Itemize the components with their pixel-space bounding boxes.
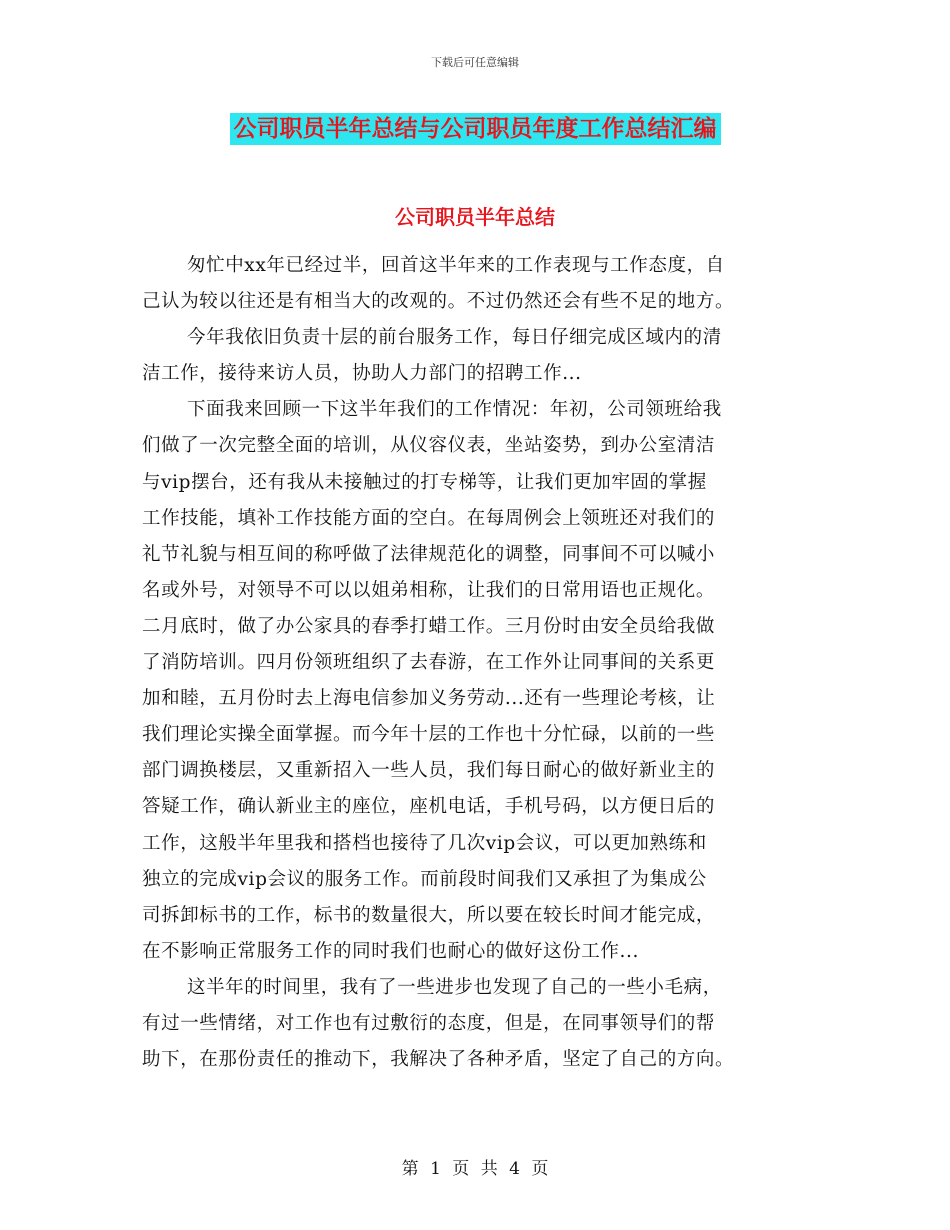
body-text — [142, 248, 810, 1078]
paragraph-3-line: 司拆卸标书的工作，标书的数量很大，所以要在较长时间才能完成， — [142, 904, 716, 926]
paragraph-2-line-2: 洁工作，接待来访人员，协助人力部门的招聘工作... — [142, 363, 582, 385]
paragraph-3-line-1: 下面我来回顾一下这半年我们的工作情况：年初，公司领班给我 — [187, 399, 722, 421]
paragraph-4-line: 有过一些情绪，对工作也有过敷衍的态度，但是，在同事领导们的帮 — [142, 1012, 716, 1034]
paragraph-3-line: 部门调换楼层，又重新招入一些人员，我们每日耐心的做好新业主的 — [142, 760, 716, 782]
paragraph-3-line: 独立的完成vip会议的服务工作。而前段时间我们又承担了为集成公 — [142, 868, 707, 890]
paragraph-3-line: 工作技能，填补工作技能方面的空白。在每周例会上领班还对我们的 — [142, 507, 716, 529]
paragraph-3-line: 我们理论实操全面掌握。而今年十层的工作也十分忙碌，以前的一些 — [142, 724, 716, 746]
paragraph-3-line: 与vip摆台，还有我从未接触过的打专梯等，让我们更加牢固的掌握 — [142, 471, 707, 493]
paragraph-3-line: 了消防培训。四月份领班组织了去春游，在工作外让同事间的关系更 — [142, 652, 716, 674]
paragraph-2-line-1: 今年我依旧负责十层的前台服务工作，每日仔细完成区域内的清 — [187, 327, 722, 349]
header-note: 下载后可任意编辑 — [431, 56, 519, 69]
paragraph-3-line: 工作，这般半年里我和搭档也接待了几次vip会议，可以更加熟练和 — [142, 832, 707, 854]
paragraph-4-line: 助下，在那份责任的推动下，我解决了各种矛盾，坚定了自己的方向。 — [142, 1049, 735, 1071]
paragraph-3-line: 礼节礼貌与相互间的称呼做了法律规范化的调整，同事间不可以喊小 — [142, 543, 716, 565]
paragraph-4-line-1: 这半年的时间里，我有了一些进步也发现了自己的一些小毛病， — [187, 976, 722, 998]
paragraph-1-line-2: 己认为较以往还是有相当大的改观的。不过仍然还会有些不足的地方。 — [142, 291, 735, 313]
main-title-wrap — [0, 113, 950, 145]
paragraph-3-line: 在不影响正常服务工作的同时我们也耐心的做好这份工作... — [142, 940, 639, 962]
paragraph-3-line: 二月底时，做了办公家具的春季打蜡工作。三月份时由安全员给我做 — [142, 615, 716, 637]
paragraph-1-line-1: 匆忙中xx年已经过半，回首这半年来的工作表现与工作态度，自 — [187, 255, 725, 276]
paragraph-3-line: 答疑工作，确认新业主的座位，座机电话，手机号码，以方便日后的 — [142, 796, 716, 818]
paragraph-3-line: 加和睦，五月份时去上海电信参加义务劳动...还有一些理论考核，让 — [142, 688, 716, 710]
paragraph-3-line: 名或外号，对领导不可以以姐弟相称，让我们的日常用语也正规化。 — [142, 579, 716, 601]
page-footer: 第 1 页 共 4 页 — [401, 1159, 549, 1179]
main-title: 公司职员半年总结与公司职员年度工作总结汇编 — [230, 113, 721, 145]
section-title: 公司职员半年总结 — [395, 205, 555, 229]
paragraph-3-line: 们做了一次完整全面的培训，从仪容仪表，坐站姿势，到办公室清洁 — [142, 435, 716, 457]
